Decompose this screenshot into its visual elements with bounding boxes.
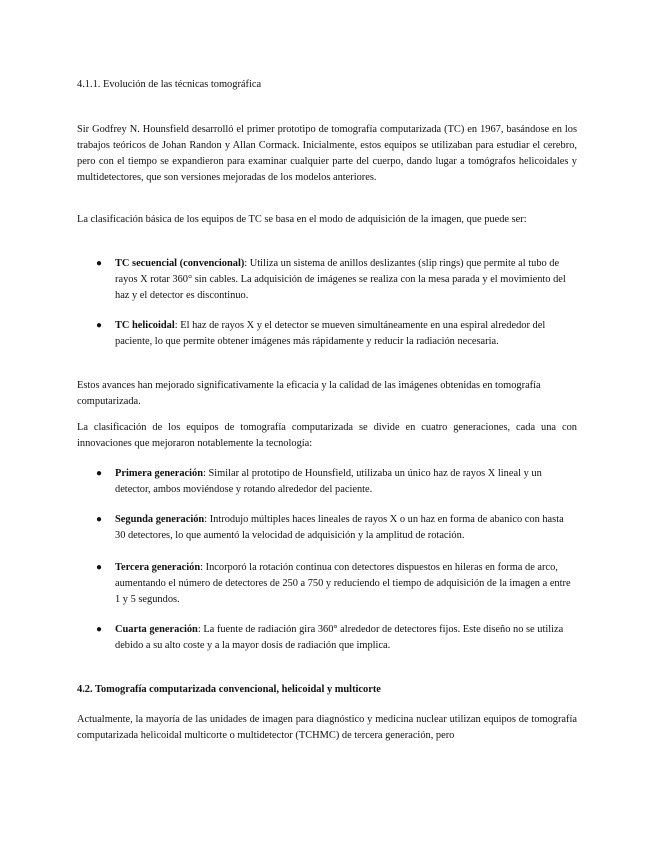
bullet-icon: ● bbox=[96, 562, 103, 573]
list-item-term: Cuarta generación bbox=[115, 624, 198, 635]
list-item-tc-helicoidal bbox=[96, 318, 574, 350]
bullet-icon: ● bbox=[96, 514, 103, 525]
subsection-title: 4.2. Tomografía computarizada convencional, helicoidal y multicorte bbox=[77, 684, 381, 695]
list-item-term: Primera generación bbox=[115, 468, 203, 479]
list-item-tercera-generacion bbox=[96, 560, 574, 608]
list-item-text: : El haz de rayos X y el detector se mueven simultáneamente en una espiral alrededor del paciente, lo que permite obtener imágenes más rápidamente y reducir la radiación necesaria. bbox=[115, 320, 546, 347]
list-item-segunda-generacion bbox=[96, 512, 574, 544]
list-item-text: : Incorporó la rotación continua con detectores dispuestos en hileras en forma de arco, aumentando el número de detectores de 250 a 750 y reduciendo el tiempo de adquisición de la imagen a entre 1 y 5 segundos. bbox=[115, 562, 571, 605]
list-item-term: Segunda generación bbox=[115, 514, 205, 525]
list-item-text: : Utiliza un sistema de anillos deslizantes (slip rings) que permite al tubo de rayos X rotar 360° sin cables. La adquisición de imágenes se realiza con la mesa parada y el movimiento del haz y el detector es discontinuo. bbox=[115, 258, 566, 301]
current-paragraph: Actualmente, la mayoría de las unidades de imagen para diagnóstico y medicina nuclear utilizan equipos de tomografía computarizada helicoidal multicorte o multidetector (TCHMC) de tercera generación, pero bbox=[77, 714, 577, 741]
list-item-tc-secuencial bbox=[96, 256, 574, 304]
bullet-icon: ● bbox=[96, 624, 103, 635]
list-item-text: : Similar al prototipo de Hounsfield, utilizaba un único haz de rayos X lineal y un detector, ambos moviéndose y rotando alrededor del paciente. bbox=[115, 468, 542, 495]
bullet-icon: ● bbox=[96, 320, 103, 331]
list-item-text: : La fuente de radiación gira 360° alrededor de detectores fijos. Este diseño no se utiliza debido a su alto coste y a la mayor dosis de radiación que implica. bbox=[115, 624, 564, 651]
list-item-text: : Introdujo múltiples haces lineales de rayos X o un haz en forma de abanico con hasta 30 detectores, lo que aumentó la velocidad de adquisición y la amplitud de rotación. bbox=[115, 514, 564, 541]
list-item-primera-generacion bbox=[96, 466, 574, 498]
list-item-term: Tercera generación bbox=[115, 562, 201, 573]
generations-paragraph: La clasificación de los equipos de tomografía computarizada se divide en cuatro generaciones, cada una con innovaciones que mejoraron notablemente la tecnología: bbox=[77, 422, 577, 449]
advances-paragraph: Estos avances han mejorado significativamente la eficacia y la calidad de las imágenes obtenidas en tomografía computarizada. bbox=[77, 380, 541, 407]
bullet-icon: ● bbox=[96, 258, 103, 269]
intro-paragraph: Sir Godfrey N. Hounsfield desarrolló el primer prototipo de tomografía computarizada (TC) en 1967, basándose en los trabajos teóricos de Johan Randon y Allan Cormack. Inicialmente, estos equipos se utilizaban para estudiar el cerebro, pero con el tiempo se expandieron para examinar cualquier parte del cuerpo, dando lugar a tomógrafos helicoidales y multidetectores, que son versiones mejoradas de los modelos anteriores. bbox=[77, 124, 577, 183]
section-title: 4.1.1. Evolución de las técnicas tomográfica bbox=[77, 79, 262, 90]
list-item-cuarta-generacion bbox=[96, 622, 574, 654]
bullet-icon: ● bbox=[96, 468, 103, 479]
list-item-term: TC secuencial (convencional) bbox=[115, 258, 245, 269]
classification-paragraph: La clasificación básica de los equipos de TC se basa en el modo de adquisición de la imagen, que puede ser: bbox=[77, 214, 527, 225]
list-item-term: TC helicoidal bbox=[115, 320, 175, 331]
